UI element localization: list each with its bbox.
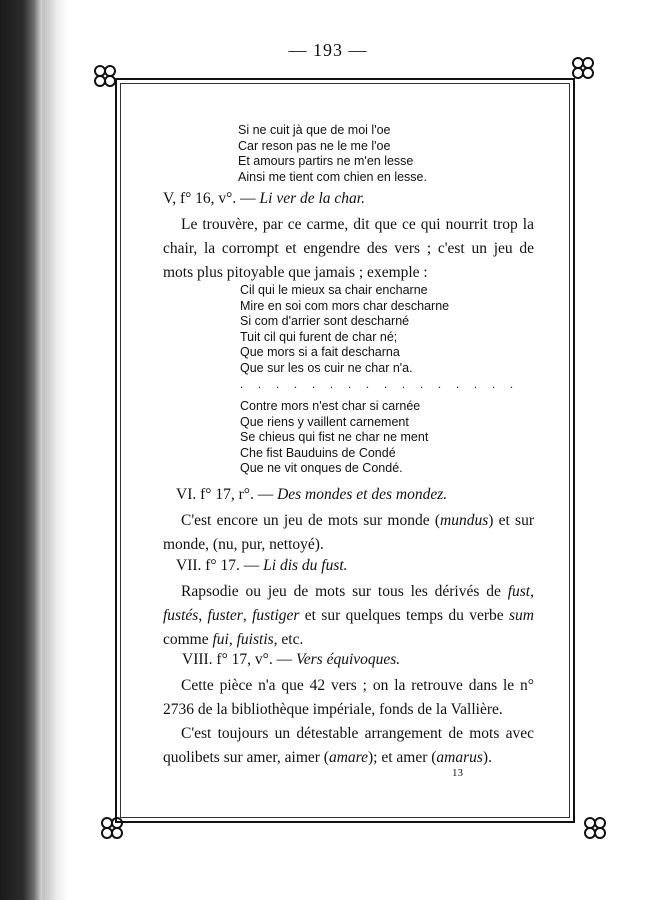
paragraph-v: Le trouvère, par ce carme, dit que ce qui nourrit trop la chair, la corrompt et engendre des vers ; c'est un jeu de mots plus pitoyable que jamais ; exemple : — [163, 216, 534, 281]
corner-ornament-icon — [570, 55, 596, 81]
verse-line: Que riens y vaillent carnement — [240, 414, 409, 429]
entry-heading-v: V, f° 16, v°. — Li ver de la char. — [163, 190, 365, 207]
ellipsis-line: . . . . . . . . . . . . . . . . — [240, 377, 519, 391]
paragraph-viii: Cette pièce n'a que 42 vers ; on la retrouve dans le n° 2736 de la bibliothèque impériale, fonds de la Vallière. — [163, 677, 534, 718]
entry-heading-vi: VI. f° 17, r°. — Des mondes et des mondez. — [176, 486, 448, 503]
verse-line: Se chieus qui fist ne char ne ment — [240, 430, 429, 444]
verse-line: Ainsi me tient com chien en lesse. — [238, 169, 427, 184]
signature-mark: 13 — [452, 767, 463, 779]
book-spine-shadow — [0, 0, 42, 900]
verse-block-2 — [240, 283, 449, 376]
corner-ornament-icon — [582, 815, 608, 841]
corner-ornament-icon — [99, 815, 125, 841]
verse-line: Contre mors n'est char si carnée — [240, 399, 421, 413]
verse-line: Si com d'arrier sont descharné — [240, 314, 410, 328]
entry-title: Des mondes et des mondez. — [277, 486, 448, 503]
verse-line: Que mors si a fait descharna — [240, 345, 400, 359]
entry-title: Vers équivoques. — [296, 651, 401, 668]
verse-line: Cil qui le mieux sa chair encharne — [240, 283, 428, 297]
verse-block-1 — [238, 123, 427, 185]
verse-line: Si ne cuit jà que de moi l'oe — [238, 123, 391, 137]
verse-block-3 — [240, 399, 428, 477]
paragraph-vi: C'est encore un jeu de mots sur monde (mundus) et sur monde, (nu, pur, nettoyé). — [163, 512, 535, 553]
corner-ornament-icon — [92, 63, 118, 89]
verse-line: Que ne vit onques de Condé. — [240, 461, 403, 475]
verse-line: Et amours partirs ne m'en lesse — [238, 154, 414, 168]
verse-line: Mire en soi com mors char descharne — [240, 298, 450, 313]
verse-line: Que sur les os cuir ne char n'a. — [240, 360, 413, 375]
entry-heading-vii: VII. f° 17. — Li dis du fust. — [176, 557, 348, 574]
gutter-fade — [42, 0, 68, 900]
page-number: — 193 — — [288, 40, 368, 60]
paragraph-last: C'est toujours un détestable arrangement de mots avec quolibets sur amer, aimer (amare); et amer (amarus). — [163, 725, 534, 766]
verse-line: Car reson pas ne le me l'oe — [238, 138, 391, 153]
paragraph-vii: Rapsodie ou jeu de mots sur tous les dérivés de fust, fustés, fuster, fustiger et sur quelques temps du verbe sum comme fui, fuistis, etc. — [163, 583, 534, 648]
verse-line: Tuit cil qui furent de char né; — [240, 329, 398, 344]
verse-line: Che fist Bauduins de Condé — [240, 445, 396, 460]
entry-title: Li ver de la char. — [259, 190, 365, 207]
entry-heading-viii: VIII. f° 17, v°. — Vers équivoques. — [182, 651, 401, 668]
entry-title: Li dis du fust. — [263, 557, 348, 574]
